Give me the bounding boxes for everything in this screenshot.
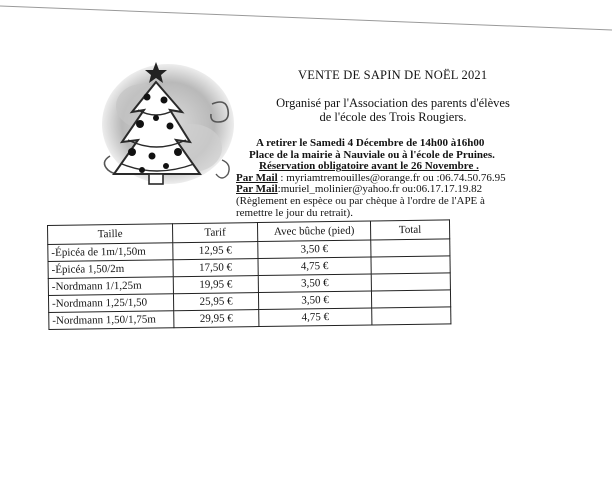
cell-taille: -Épicéa 1,50/2m — [48, 260, 173, 279]
organizer-line-2: de l'école des Trois Rougiers. — [319, 110, 467, 124]
cell-total[interactable] — [371, 273, 450, 291]
cell-buche: 3,50 € — [258, 240, 371, 259]
organizer-line-1: Organisé par l'Association des parents d'élèves — [276, 96, 510, 110]
cell-taille: -Nordmann 1,50/1,75m — [49, 311, 174, 330]
pickup-place-line: Place de la mairie à Nauviale ou à l'école de Pruines. — [249, 148, 495, 161]
cell-tarif: 17,50 € — [173, 259, 258, 277]
header-total: Total — [370, 220, 449, 240]
organizer-block — [262, 96, 524, 124]
cell-tarif: 25,95 € — [173, 293, 258, 311]
pickup-date-line: A retirer le Samedi 4 Décembre de 14h00 à16h00 — [256, 137, 485, 149]
cell-taille: -Épicéa de 1m/1,50m — [48, 243, 173, 262]
contact-mail-1-text: : myriamtremouilles@orange.fr ou :06.74.50.76.95 — [277, 171, 506, 184]
cell-total[interactable] — [372, 307, 451, 325]
reservation-deadline: Réservation obligatoire avant le 26 Novembre . — [259, 160, 479, 173]
header-taille: Taille — [48, 224, 173, 245]
cell-buche: 3,50 € — [258, 291, 371, 310]
cell-buche: 4,75 € — [259, 308, 372, 327]
contact-mail-2-label: Par Mail — [236, 183, 278, 196]
contact-mail-1-label: Par Mail — [236, 171, 278, 184]
cell-buche: 4,75 € — [258, 257, 371, 276]
cell-tarif: 12,95 € — [173, 242, 258, 260]
payment-note-line-1: (Règlement en espèce ou par chèque à l'ordre de l'APE à — [236, 194, 485, 207]
cell-buche: 3,50 € — [258, 274, 371, 293]
pickup-info-block — [236, 138, 536, 219]
order-table — [47, 219, 451, 330]
flyer-title: VENTE DE SAPIN DE NOËL 2021 — [298, 68, 488, 82]
cell-tarif: 19,95 € — [173, 276, 258, 294]
page-edge-line — [0, 0, 612, 40]
contact-mail-2-text: :muriel_molinier@yahoo.fr ou:06.17.17.19.82 — [277, 183, 483, 196]
cell-taille: -Nordmann 1/1,25m — [48, 277, 173, 296]
cell-total[interactable] — [371, 256, 450, 274]
christmas-tree-icon — [92, 52, 252, 202]
cell-tarif: 29,95 € — [174, 310, 259, 328]
header-tarif: Tarif — [172, 223, 257, 243]
cell-total[interactable] — [371, 290, 450, 308]
header-buche: Avec bûche (pied) — [257, 221, 370, 242]
payment-note-line-2: remettre le jour du retrait). — [236, 206, 353, 219]
cell-taille: -Nordmann 1,25/1,50 — [48, 294, 173, 313]
cell-total[interactable] — [371, 239, 450, 257]
